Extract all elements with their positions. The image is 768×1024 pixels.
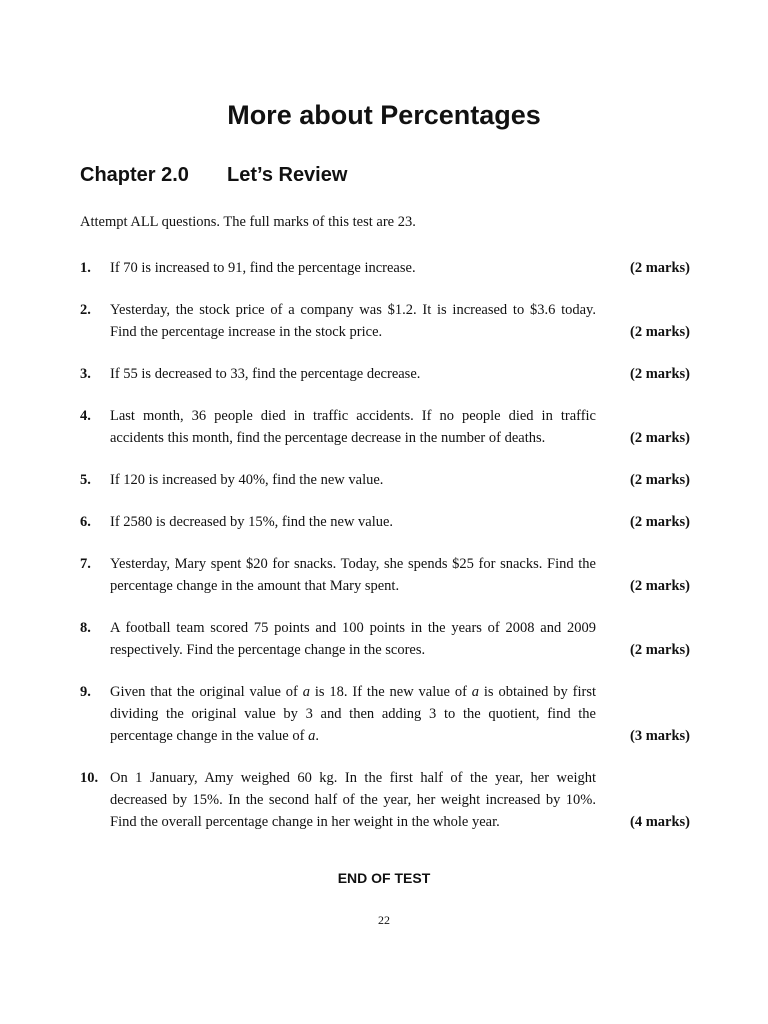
question-text: Yesterday, the stock price of a company was $1.2. It is increased to $3.6 today. Find the percentage increase in the stock price.: [110, 302, 596, 340]
question-item: [80, 767, 690, 833]
question-text: On 1 January, Amy weighed 60 kg. In the first half of the year, her weight decreased by 15%. In the second half of the year, her weight increased by 10%. Find the overall percentage change in her weight in the whole year.: [110, 770, 596, 830]
question-item: [80, 617, 690, 661]
question-number: 3.: [80, 366, 91, 382]
question-text: If 120 is increased by 40%, find the new value.: [110, 472, 384, 488]
chapter-heading: [80, 164, 347, 187]
question-number: 8.: [80, 620, 91, 636]
question-marks: (2 marks): [629, 514, 690, 530]
variable-a: a: [308, 728, 316, 744]
chapter-number: Chapter 2.0: [80, 164, 189, 186]
question-text: If 70 is increased to 91, find the percentage increase.: [110, 260, 416, 276]
question-marks: (2 marks): [629, 578, 690, 594]
question-marks: (2 marks): [629, 366, 690, 382]
question-marks: (2 marks): [629, 472, 690, 488]
question-marks: (2 marks): [629, 642, 690, 658]
question-text: A football team scored 75 points and 100 points in the years of 2008 and 2009 respectively. Find the percentage change in the scores.: [110, 620, 596, 658]
question-item: [80, 511, 690, 533]
question-number: 1.: [80, 260, 91, 276]
question-item: [80, 681, 690, 747]
question-number: 10.: [80, 770, 99, 786]
question-item: [80, 363, 690, 385]
question-item: [80, 257, 690, 279]
page-number: 22: [378, 913, 390, 927]
variable-a: a: [471, 684, 480, 700]
question-marks: (2 marks): [629, 260, 690, 276]
question-text: If 2580 is decreased by 15%, find the new value.: [110, 514, 394, 530]
page-title: More about Percentages: [227, 100, 541, 130]
question-text: If 55 is decreased to 33, find the percentage decrease.: [110, 366, 421, 382]
question-item: [80, 469, 690, 491]
test-instructions: Attempt ALL questions. The full marks of this test are 23.: [80, 214, 416, 230]
question-text: Given that the original value of a is 18. If the new value of a is obtained by first dividing the original value by 3 and then adding 3 to the quotient, find the percentage change in the value of a.: [110, 684, 596, 744]
question-number: 2.: [80, 302, 91, 318]
question-text: Last month, 36 people died in traffic accidents. If no people died in traffic accidents this month, find the percentage decrease in the number of deaths.: [110, 408, 596, 446]
question-number: 7.: [80, 556, 91, 572]
end-of-test: END OF TEST: [337, 870, 431, 886]
question-number: 9.: [80, 684, 91, 700]
question-item: [80, 299, 690, 343]
question-marks: (3 marks): [629, 728, 690, 744]
question-marks: (2 marks): [629, 430, 690, 446]
question-marks: (4 marks): [629, 814, 690, 830]
question-list: [80, 257, 690, 853]
variable-a: a: [302, 684, 310, 700]
chapter-name: Let’s Review: [227, 164, 348, 186]
question-number: 4.: [80, 408, 91, 424]
question-number: 5.: [80, 472, 91, 488]
question-number: 6.: [80, 514, 91, 530]
question-item: [80, 405, 690, 449]
question-item: [80, 553, 690, 597]
question-marks: (2 marks): [629, 324, 690, 340]
question-text: Yesterday, Mary spent $20 for snacks. Today, she spends $25 for snacks. Find the percentage change in the amount that Mary spent.: [110, 556, 596, 594]
